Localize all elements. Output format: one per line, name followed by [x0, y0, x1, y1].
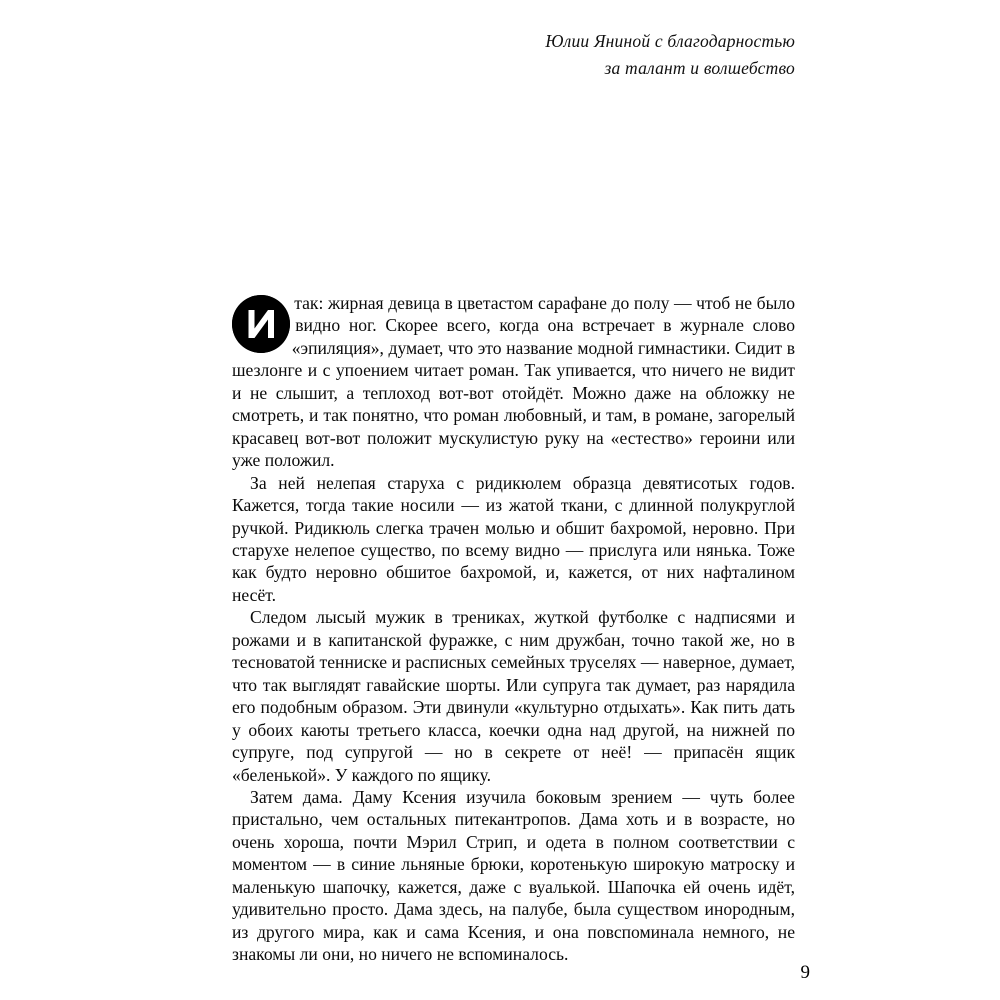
body-text-block: [232, 292, 795, 966]
paragraph-3-text: Следом лысый мужик в трениках, жуткой футболке с надписями и рожами и в капитанской фуражке, с ним дружбан, точно такой же, но в тесноватой тенниске и расписных семейных труселях — наверное, думает, что так выглядят гавайские шорты. Или супруга так думает, раз нарядила его подобным образом. Эти двинули «культурно отдыхать». Как пить дать у обоих каюты третьего класса, коечки одна над другой, на нижней по супруге, под супругой — но в секрете от неё! — припасён ящик «беленькой». У каждого по ящику.: [232, 607, 795, 785]
paragraph-1: [232, 292, 795, 472]
paragraph-4: [232, 786, 795, 966]
drop-cap-i-icon: [232, 295, 290, 353]
dedication: [232, 28, 795, 82]
paragraph-1-text: так: жирная девица в цветастом сарафане до полу — чтоб не было видно ног. Скорее всего, когда она встречает в журнале слово «эпиляция», думает, что это название модной гимнастики. Сидит в шезлонге и с упоением читает роман. Так упивается, что ничего не видит и не слышит, а теплоход вот-вот отойдёт. Можно даже на обложку не смотреть, и так понятно, что роман любовный, и там, в романе, загорелый красавец вот-вот положит мускулистую руку на «естество» героини или уже положил.: [232, 293, 795, 471]
page-number: 9: [800, 962, 810, 983]
dedication-line-1: Юлии Яниной с благодарностью: [545, 31, 795, 51]
paragraph-2-text: За ней нелепая старуха с ридикюлем образца девятисотых годов. Кажется, тогда такие носили — из жатой ткани, с длинной полукруглой ручкой. Ридикюль слегка трачен молью и обшит бахромой, неровно. При старухе нелепое существо, по всему видно — прислуга или нянька. Тоже как будто неровно обшитое бахромой, и, кажется, от них нафталином несёт.: [232, 472, 795, 605]
paragraph-2: [232, 472, 795, 607]
dedication-line-2: за талант и волшебство: [604, 58, 795, 78]
paragraph-4-text: Затем дама. Даму Ксения изучила боковым зрением — чуть более пристально, чем остальных питекантропов. Дама хоть и в возрасте, но очень хороша, почти Мэрил Стрип, и одета в полном соответствии с моментом — в синие льняные брюки, коротенькую широкую матроску и маленькую шапочку, кажется, даже с вуалькой. Шапочка ей очень идёт, удивительно просто. Дама здесь, на палубе, была существом инородным, из другого мира, как и сама Ксения, и она повспоминала немного, не знакомы ли они, но ничего не вспоминалось.: [232, 786, 795, 965]
paragraph-3: [232, 606, 795, 786]
